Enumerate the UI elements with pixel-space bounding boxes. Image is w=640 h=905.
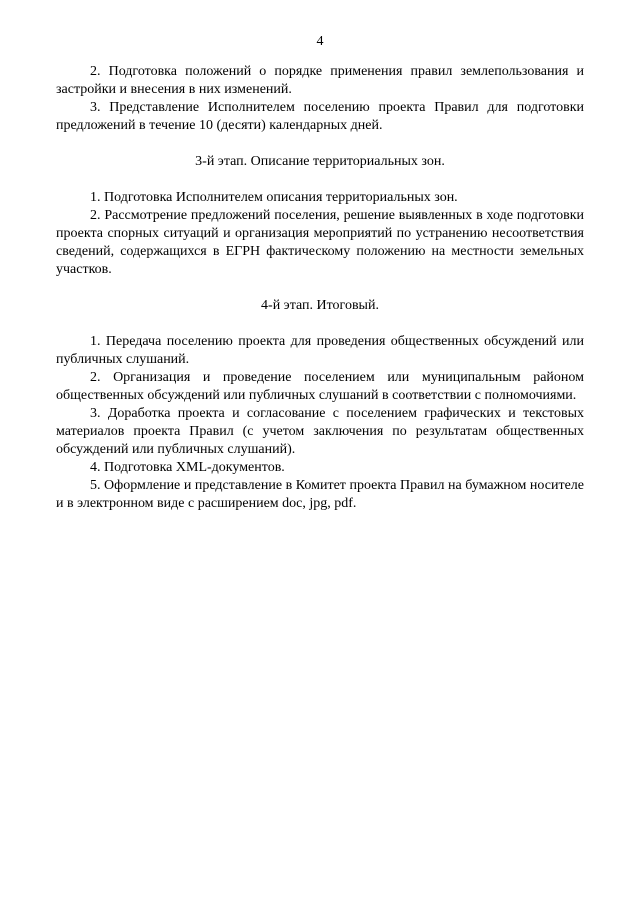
section-heading: 4-й этап. Итоговый. bbox=[261, 298, 379, 313]
list-item: 3. Представление Исполнителем поселению проекта Правил для подготовки предложений в течение 10 (десяти) календарных дней. bbox=[56, 100, 584, 133]
list-item: 1. Подготовка Исполнителем описания территориальных зон. bbox=[90, 190, 458, 205]
list-item: 4. Подготовка XML-документов. bbox=[90, 460, 285, 475]
list-item: 2. Подготовка положений о порядке применения правил землепользования и застройки и внесения в них изменений. bbox=[56, 64, 584, 97]
list-item: 5. Оформление и представление в Комитет проекта Правил на бумажном носителе и в электронном виде с расширением doc, jpg, pdf. bbox=[56, 478, 584, 511]
list-item: 3. Доработка проекта и согласование с поселением графических и текстовых материалов проекта Правил (с учетом заключения по результатам общественных обсуждений или публичных слушаний). bbox=[56, 406, 584, 457]
page-number: 4 bbox=[316, 34, 324, 49]
list-item: 1. Передача поселению проекта для проведения общественных обсуждений или публичных слушаний. bbox=[56, 334, 584, 367]
section-heading: 3-й этап. Описание территориальных зон. bbox=[195, 154, 445, 169]
document-body bbox=[56, 63, 584, 513]
list-item: 2. Рассмотрение предложений поселения, решение выявленных в ходе подготовки проекта спорных ситуаций и организация мероприятий по устранению несоответствия сведений, содержащихся в ЕГРН фактическому положению на местности земельных участков. bbox=[56, 208, 584, 277]
list-item: 2. Организация и проведение поселением или муниципальным районом общественных обсуждений или публичных слушаний в соответствии с полномочиями. bbox=[56, 370, 584, 403]
